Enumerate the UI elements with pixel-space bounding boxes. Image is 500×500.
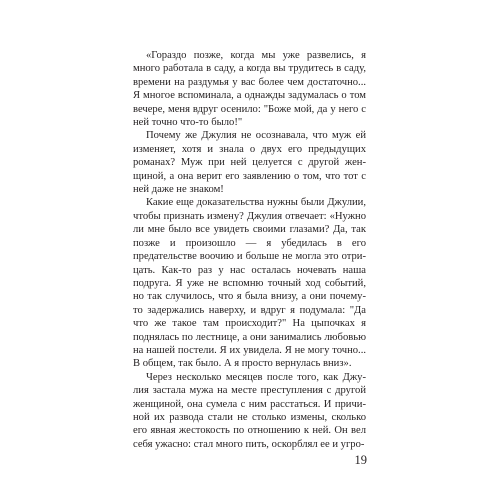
body-text [133,49,366,451]
paragraph-julia-unaware: Почему же Джулия не осознавала, что муж ей изменяет, хотя и знала о двух его предыдущих романах? Муж при ней целуется с другой женщиной, а она верит его заявлению о том, что тот с ней даже не знаком! [133,130,366,196]
page-number: 19 [354,453,367,467]
paragraph-proof-of-betrayal: Какие еще доказательства нужны были Джулии, чтобы признать измену? Джулия отвечает: «Нужно ли мне было все увидеть своими глазами? Да, так позже и произошло — я убедилась в его предательстве воочию и больше не могла это отрицать. Как-то раз у нас осталась ночевать наша подруга. Я уже не вспомню точный ход событий, но так случилось, что я была внизу, а они почему-то задержались наверху, и вдруг я подумала: "Да что же такое там происходит?" На цыпочках я поднялась по лестнице, а они занимались любовью на нашей постели. Я их увидела. Я не могу точно... В общем, так было. А я просто вернулась вниз». [133,197,366,370]
paragraph-divorce: Через несколько месяцев после того, как Джулия застала мужа на месте преступления с другой женщиной, она сумела с ним расстаться. И причиной их развода стали не столько измены, сколько его явная жестокость по отношению к ней. Он вел себя ужасно: стал много пить, оскорблял ее и угро- [133,371,366,450]
paragraph-memory-garden: «Гораздо позже, когда мы уже развелись, я много работала в саду, а когда вы трудитесь в саду, времени на раздумья у вас более чем достаточно... Я многое вспоминала, а однажды задумалась о том вечере, меня вдруг осенило: "Боже мой, да у него с ней точно что-то было!" [133,50,366,129]
